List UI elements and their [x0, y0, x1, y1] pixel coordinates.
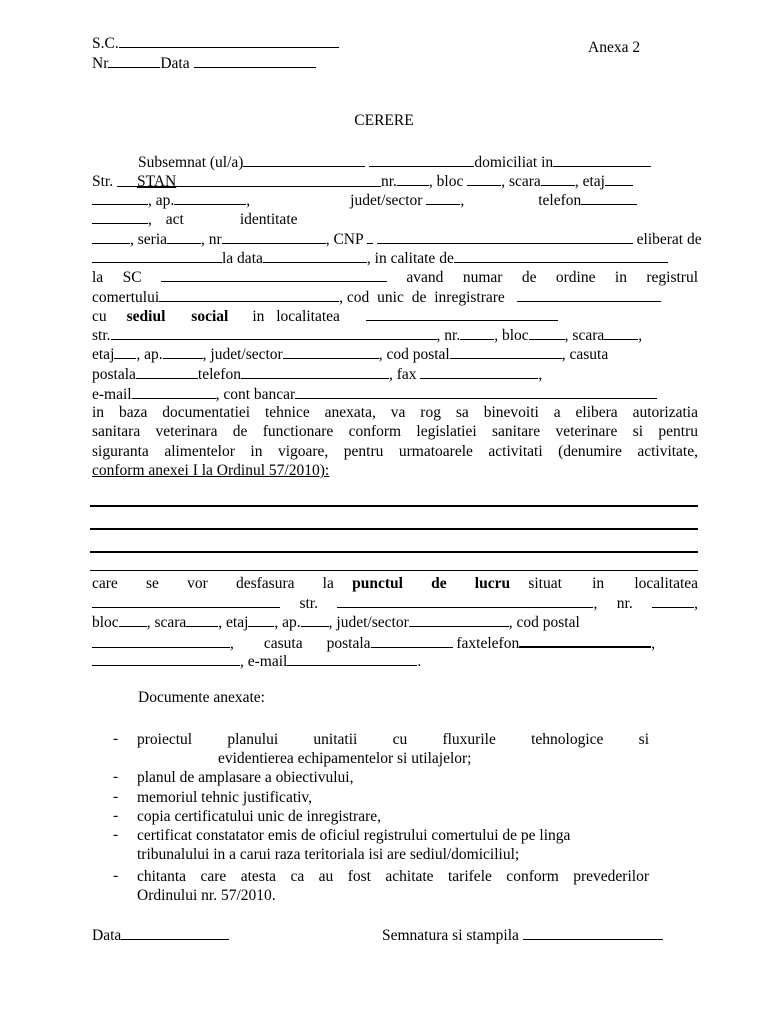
punct-email-blank[interactable]	[287, 651, 417, 666]
bloc-blank[interactable]	[467, 171, 501, 186]
paragraph-line-4	[92, 461, 698, 480]
email-label: e-mail	[92, 386, 132, 403]
casuta-label: casuta	[569, 346, 609, 363]
sediu-bloc-label: bloc	[501, 327, 529, 344]
sediu-str-label: str.	[92, 327, 111, 344]
punct-email-line: , e-mail .	[92, 651, 698, 671]
eliberat-label: eliberat de	[636, 231, 702, 248]
cod-unic-blank[interactable]	[517, 287, 661, 302]
sediu-line	[92, 306, 698, 326]
punct-casuta-line: , casuta postala faxtelefon ,	[92, 632, 698, 653]
punct-bloc-label: bloc	[92, 614, 119, 631]
la-data-blank[interactable]	[263, 248, 367, 263]
footer-data-label: Data	[92, 927, 122, 944]
punct-str-line: str. , nr. ,	[92, 593, 698, 613]
punct-ap-blank[interactable]	[301, 612, 329, 627]
sediu-scara-label: scara	[572, 327, 605, 344]
domiciliu-blank[interactable]	[553, 152, 651, 167]
sediu-str-line: str. , nr. , bloc , scara ,	[92, 327, 643, 344]
ordin-reference: conform anexei I la Ordinul 57/2010):	[92, 462, 330, 479]
document-title: CERERE	[354, 112, 414, 129]
cnp-blank[interactable]	[377, 229, 633, 244]
fax-blank[interactable]	[420, 364, 538, 379]
punct-scara-blank[interactable]	[186, 612, 218, 627]
sc-blank[interactable]	[161, 267, 387, 282]
fax-label: fax	[396, 366, 417, 383]
cu-label: cu	[92, 308, 107, 325]
sediu-cod-postal-blank[interactable]	[450, 344, 562, 359]
judet-label: judet/sector	[350, 192, 423, 209]
sediu-cod-postal-label: cod postal	[386, 346, 450, 363]
street-line: Str. STAN nr. , bloc , scara , etaj	[92, 171, 698, 191]
document-item-text: planul de amplasare a obiectivului,	[137, 769, 354, 786]
ap-label: ap.	[155, 192, 175, 209]
sediu-ap-label: ap.	[144, 346, 163, 363]
nr-label-2: nr.	[380, 173, 397, 190]
registru-label: avand numar de ordine in registrul	[406, 269, 699, 286]
name-blank-2[interactable]	[369, 152, 474, 167]
document-item-text-cont: evidentierea echipamentelor si utilajelor;	[218, 750, 472, 767]
sediu-str-blank[interactable]	[111, 325, 437, 340]
seria-label: seria	[137, 231, 168, 248]
sediu-nr-label: nr.	[444, 327, 461, 344]
punct-casuta-label: casuta	[263, 635, 303, 652]
sediu-localitate-label: in localitatea	[252, 308, 340, 325]
act-line: , act identitate	[92, 209, 698, 229]
ap-blank[interactable]	[174, 190, 246, 205]
sediu-etaj-line: etaj , ap. , judet/sector , cod postal , casuta	[92, 346, 609, 363]
sediu-etaj-label: etaj	[92, 346, 115, 363]
footer-date-blank[interactable]	[121, 925, 229, 940]
sediu-ap-blank[interactable]	[163, 344, 203, 359]
company-label: S.C.	[92, 35, 119, 52]
punct-email-label: e-mail	[247, 653, 288, 670]
sediu-telefon-blank[interactable]	[241, 364, 389, 379]
postala-line: postala telefon , fax ,	[92, 366, 543, 383]
postala-blank[interactable]	[136, 364, 198, 379]
signature-label: Semnatura si stampila	[382, 927, 519, 944]
sediu-judet-blank[interactable]	[283, 344, 379, 359]
bullet-dash: -	[113, 826, 119, 843]
cont-bancar-blank[interactable]	[295, 384, 657, 399]
id-nr-label: nr	[208, 231, 222, 248]
subsemnat-line	[138, 152, 698, 172]
seria-blank-pre[interactable]	[92, 229, 130, 244]
data-label: Data	[160, 55, 190, 72]
scara-label: scara	[508, 173, 541, 190]
act-label: act	[165, 211, 184, 228]
faxtelefon-blank[interactable]	[519, 632, 651, 648]
annex-label: Anexa 2	[588, 39, 641, 56]
street-value: STAN	[136, 173, 177, 190]
sediu-judet-label: judet/sector	[210, 346, 283, 363]
nr-data-line	[92, 53, 698, 73]
sediu-scara-blank[interactable]	[604, 325, 638, 340]
domiciliat-label: domiciliat in	[474, 154, 554, 171]
bloc-label: bloc	[436, 173, 464, 190]
punct-judet-label: judet/sector	[336, 614, 409, 631]
cod-unic-label: cod unic de inregistrare	[346, 289, 505, 306]
activity-line-4[interactable]	[90, 570, 698, 571]
sediu-localitate-blank[interactable]	[366, 306, 558, 321]
registru-blank[interactable]	[159, 287, 339, 302]
document-item-text: proiectul planului unitatii cu fluxurile tehnologice si	[137, 731, 649, 748]
activity-line-3[interactable]	[90, 551, 698, 553]
footer-date	[92, 925, 292, 945]
id-nr-blank[interactable]	[222, 229, 326, 244]
cnp-label: CNP	[333, 231, 364, 248]
nr-blank-2[interactable]	[397, 171, 429, 186]
situat-label: situat in localitatea	[528, 575, 699, 592]
comertului-label: comertului	[92, 289, 160, 306]
activity-line-1[interactable]	[90, 505, 698, 507]
telefon-label: telefon	[538, 192, 582, 209]
bullet-dash: -	[113, 788, 119, 805]
punct-etaj-blank[interactable]	[248, 612, 274, 627]
document-item-text: certificat constatator emis de oficiul registrului comertului de pe linga	[137, 827, 571, 844]
sediu-etaj-blank[interactable]	[114, 344, 136, 359]
email-line: e-mail , cont bancar	[92, 384, 698, 404]
la-data-label: la data	[222, 250, 263, 267]
etaj-blank[interactable]	[605, 171, 633, 186]
signature-blank[interactable]	[523, 925, 663, 940]
punctul-de-lucru-label: punctul de lucru	[352, 575, 511, 592]
punct-cod-postal-blank[interactable]	[92, 633, 230, 648]
data-blank[interactable]	[194, 53, 316, 68]
documents-heading: Documente anexate:	[138, 689, 265, 706]
paragraph-line-2: sanitara veterinara de functionare conform legislatiei sanitare veterinare si pentru	[92, 423, 698, 440]
seria-line: , seria , nr , CNP eliberat de	[92, 229, 768, 249]
sediu-telefon-label: telefon	[197, 366, 241, 383]
email-blank[interactable]	[132, 384, 216, 399]
bullet-dash: -	[113, 768, 119, 785]
punct-email-blank-pre[interactable]	[92, 651, 240, 666]
nr-label: Nr	[92, 55, 109, 72]
punct-str-blank[interactable]	[337, 593, 593, 608]
paragraph-line-1: in baza documentatiei tehnice anexata, va rog sa binevoiti a elibera autorizatia	[92, 404, 698, 421]
punct-bloc-line: bloc , scara , etaj , ap. , judet/sector , cod postal	[92, 614, 580, 631]
identitate-label: identitate	[239, 211, 298, 228]
apartment-line: , ap. , judet/sector , telefon	[92, 190, 698, 210]
sediu-bloc-blank[interactable]	[529, 325, 565, 340]
str-label: Str.	[92, 173, 114, 190]
sediu-nr-blank[interactable]	[460, 325, 494, 340]
document-item-text-cont: tribunalului in a carui raza teritoriala isi are sediul/domiciliul;	[137, 846, 520, 863]
nr-blank[interactable]	[108, 53, 160, 68]
calitate-label: in calitate de	[374, 250, 454, 267]
la-sc-line	[92, 267, 698, 287]
punct-bloc-blank[interactable]	[119, 612, 147, 627]
la-sc-label: la SC	[92, 269, 142, 286]
punct-etaj-label: etaj	[226, 614, 249, 631]
punct-judet-blank[interactable]	[409, 612, 509, 627]
comertului-line: comertului , cod unic de inregistrare	[92, 287, 698, 307]
punct-str-label: str.	[299, 595, 318, 612]
subsemnat-label: Subsemnat (ul/a)	[138, 154, 244, 171]
footer-signature	[382, 925, 702, 945]
cnp-blank-a[interactable]	[367, 229, 373, 244]
activity-line-2[interactable]	[90, 528, 698, 530]
seria-blank[interactable]	[167, 229, 201, 244]
punct-ap-label: ap.	[282, 614, 301, 631]
punct-cod-postal-label: cod postal	[516, 614, 580, 631]
judet-blank[interactable]	[426, 190, 460, 205]
punct-postala-blank[interactable]	[371, 633, 453, 648]
punct-postala-label: postala	[326, 635, 371, 652]
paragraph-line-3: siguranta alimentelor in vigoare, pentru urmatoarele activitati (denumire activitate,	[92, 443, 698, 460]
bullet-dash: -	[113, 867, 119, 884]
cont-bancar-label: cont bancar	[223, 386, 296, 403]
punct-lucru-line	[92, 574, 698, 593]
punct-nr-label: nr.	[616, 595, 633, 612]
eliberat-blank[interactable]	[92, 248, 222, 263]
punct-nr-blank[interactable]	[652, 593, 694, 608]
sediul-social-label: sediul social	[126, 308, 229, 325]
bullet-dash: -	[113, 730, 119, 747]
scara-blank[interactable]	[541, 171, 575, 186]
telefon-blank[interactable]	[581, 190, 637, 205]
name-blank[interactable]	[243, 152, 365, 167]
ap-blank-pre[interactable]	[92, 190, 148, 205]
punct-localitate-blank[interactable]	[92, 593, 280, 608]
document-item-text: memoriul tehnic justificativ,	[137, 789, 313, 806]
document-item-text: chitanta care atesta ca au fost achitate tarifele conform prevederilor	[137, 868, 649, 885]
postala-label: postala	[92, 366, 136, 383]
bullet-dash: -	[113, 807, 119, 824]
calitate-blank[interactable]	[454, 248, 668, 263]
company-blank[interactable]	[119, 33, 339, 48]
etaj-label: etaj	[582, 173, 605, 190]
faxtelefon-label: faxtelefon	[456, 635, 520, 652]
document-item-text: copia certificatului unic de inregistrare,	[137, 808, 382, 825]
document-item-text-cont: Ordinului nr. 57/2010.	[137, 887, 276, 904]
la-data-line: la data , in calitate de	[92, 248, 698, 268]
act-blank-pre[interactable]	[92, 209, 148, 224]
care-se-label: care se vor desfasura la	[92, 575, 334, 592]
punct-scara-label: scara	[154, 614, 187, 631]
